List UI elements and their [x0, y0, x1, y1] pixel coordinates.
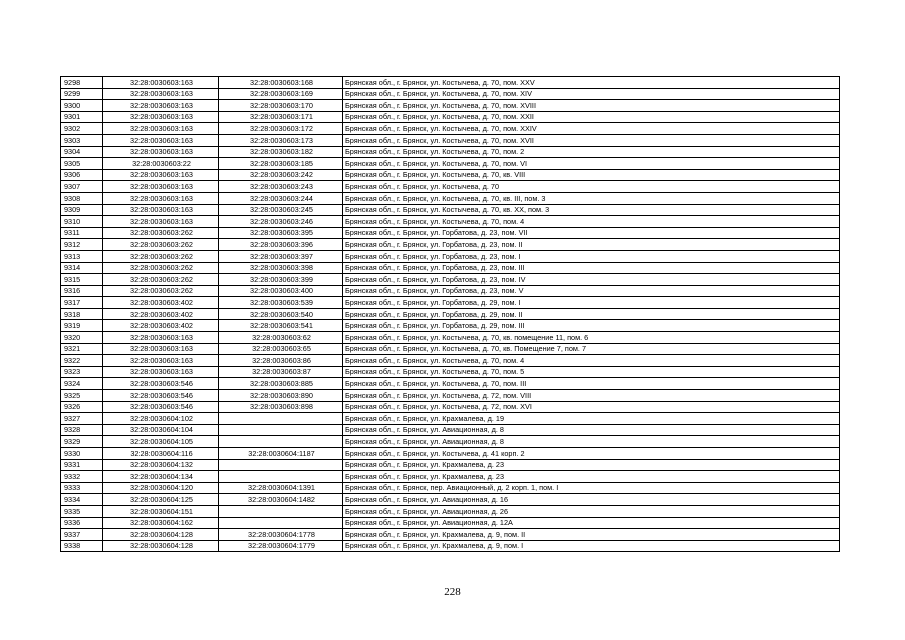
address-cell: Брянская обл., г. Брянск, ул. Костычева, д. 70, пом. XVII: [343, 134, 840, 146]
cadastral-number-cell: 32:28:0030604:1482: [219, 494, 343, 506]
parent-cadastral-number-cell: 32:28:0030604:134: [103, 471, 219, 483]
row-number-cell: 9325: [61, 390, 103, 402]
table-row: [61, 250, 840, 262]
parent-cadastral-number-cell: 32:28:0030604:125: [103, 494, 219, 506]
address-cell: Брянская обл., г. Брянск, ул. Горбатова, д. 29, пом. II: [343, 308, 840, 320]
parent-cadastral-number-cell: 32:28:0030603:163: [103, 100, 219, 112]
parent-cadastral-number-cell: 32:28:0030604:104: [103, 424, 219, 436]
cadastral-number-cell: 32:28:0030603:171: [219, 111, 343, 123]
address-cell: Брянская обл., г. Брянск, ул. Авиационная, д. 12А: [343, 517, 840, 529]
parent-cadastral-number-cell: 32:28:0030604:128: [103, 529, 219, 541]
parent-cadastral-number-cell: 32:28:0030603:163: [103, 355, 219, 367]
row-number-cell: 9306: [61, 169, 103, 181]
row-number-cell: 9321: [61, 343, 103, 355]
address-cell: Брянская обл., г. Брянск, ул. Костычева, д. 41 корп. 2: [343, 448, 840, 460]
table-row: [61, 297, 840, 309]
cadastral-number-cell: 32:28:0030603:396: [219, 239, 343, 251]
row-number-cell: 9303: [61, 134, 103, 146]
parent-cadastral-number-cell: 32:28:0030603:163: [103, 134, 219, 146]
address-cell: Брянская обл., г. Брянск, ул. Костычева, д. 70, кв. III, пом. 3: [343, 192, 840, 204]
row-number-cell: 9332: [61, 471, 103, 483]
row-number-cell: 9305: [61, 158, 103, 170]
table-row: [61, 239, 840, 251]
row-number-cell: 9326: [61, 401, 103, 413]
parent-cadastral-number-cell: 32:28:0030603:163: [103, 332, 219, 344]
row-number-cell: 9302: [61, 123, 103, 135]
row-number-cell: 9314: [61, 262, 103, 274]
row-number-cell: 9324: [61, 378, 103, 390]
cadastral-number-cell: 32:28:0030603:400: [219, 285, 343, 297]
cadastral-number-cell: 32:28:0030603:898: [219, 401, 343, 413]
cadastral-number-cell: 32:28:0030603:540: [219, 308, 343, 320]
row-number-cell: 9300: [61, 100, 103, 112]
table-row: [61, 401, 840, 413]
cadastral-number-cell: 32:28:0030603:172: [219, 123, 343, 135]
cadastral-number-cell: 32:28:0030603:539: [219, 297, 343, 309]
parent-cadastral-number-cell: 32:28:0030603:546: [103, 378, 219, 390]
table-row: [61, 332, 840, 344]
cadastral-number-cell: 32:28:0030603:395: [219, 227, 343, 239]
cadastral-number-cell: [219, 413, 343, 425]
row-number-cell: 9308: [61, 192, 103, 204]
table-row: [61, 424, 840, 436]
parent-cadastral-number-cell: 32:28:0030604:116: [103, 448, 219, 460]
table-row: [61, 459, 840, 471]
address-cell: Брянская обл., г. Брянск, ул. Горбатова, д. 29, пом. I: [343, 297, 840, 309]
table-row: [61, 494, 840, 506]
address-cell: Брянская обл., г. Брянск, ул. Костычева, д. 72, пом. VIII: [343, 390, 840, 402]
parent-cadastral-number-cell: 32:28:0030603:163: [103, 192, 219, 204]
table-row: [61, 216, 840, 228]
row-number-cell: 9333: [61, 482, 103, 494]
table-row: [61, 540, 840, 552]
row-number-cell: 9328: [61, 424, 103, 436]
row-number-cell: 9337: [61, 529, 103, 541]
row-number-cell: 9299: [61, 88, 103, 100]
cadastral-number-cell: 32:28:0030603:242: [219, 169, 343, 181]
cadastral-number-cell: 32:28:0030603:541: [219, 320, 343, 332]
parent-cadastral-number-cell: 32:28:0030603:163: [103, 77, 219, 89]
row-number-cell: 9310: [61, 216, 103, 228]
address-cell: Брянская обл., г. Брянск, ул. Крахмалева, д. 23: [343, 459, 840, 471]
table-row: [61, 158, 840, 170]
table-row: [61, 343, 840, 355]
parent-cadastral-number-cell: 32:28:0030604:132: [103, 459, 219, 471]
page-number: 228: [444, 586, 461, 598]
table-row: [61, 308, 840, 320]
row-number-cell: 9309: [61, 204, 103, 216]
cadastral-number-cell: [219, 424, 343, 436]
table-row: [61, 227, 840, 239]
cadastral-number-cell: 32:28:0030603:170: [219, 100, 343, 112]
row-number-cell: 9336: [61, 517, 103, 529]
cadastral-number-cell: 32:28:0030603:86: [219, 355, 343, 367]
cadastral-number-cell: 32:28:0030603:182: [219, 146, 343, 158]
row-number-cell: 9329: [61, 436, 103, 448]
parent-cadastral-number-cell: 32:28:0030603:262: [103, 262, 219, 274]
address-cell: Брянская обл., г. Брянск, пер. Авиационный, д. 2 корп. 1, пом. I: [343, 482, 840, 494]
table-row: [61, 88, 840, 100]
address-cell: Брянская обл., г. Брянск, ул. Авиационная, д. 8: [343, 424, 840, 436]
table-row: [61, 529, 840, 541]
parent-cadastral-number-cell: 32:28:0030603:402: [103, 308, 219, 320]
address-cell: Брянская обл., г. Брянск, ул. Авиационная, д. 16: [343, 494, 840, 506]
address-cell: Брянская обл., г. Брянск, ул. Крахмалева, д. 9, пом. II: [343, 529, 840, 541]
parent-cadastral-number-cell: 32:28:0030603:163: [103, 343, 219, 355]
address-cell: Брянская обл., г. Брянск, ул. Костычева, д. 70, кв. Помещение 7, пом. 7: [343, 343, 840, 355]
address-cell: Брянская обл., г. Брянск, ул. Горбатова, д. 23, пом. I: [343, 250, 840, 262]
row-number-cell: 9307: [61, 181, 103, 193]
row-number-cell: 9304: [61, 146, 103, 158]
cadastral-number-cell: 32:28:0030603:243: [219, 181, 343, 193]
parent-cadastral-number-cell: 32:28:0030603:163: [103, 123, 219, 135]
parent-cadastral-number-cell: 32:28:0030603:402: [103, 320, 219, 332]
table-row: [61, 146, 840, 158]
address-cell: Брянская обл., г. Брянск, ул. Костычева, д. 70, пом. XXV: [343, 77, 840, 89]
parent-cadastral-number-cell: 32:28:0030603:163: [103, 88, 219, 100]
address-cell: Брянская обл., г. Брянск, ул. Костычева, д. 70, кв. помещение 11, пом. 6: [343, 332, 840, 344]
cadastral-number-cell: [219, 517, 343, 529]
cadastral-number-cell: 32:28:0030604:1187: [219, 448, 343, 460]
row-number-cell: 9322: [61, 355, 103, 367]
address-cell: Брянская обл., г. Брянск, ул. Костычева, д. 70, пом. 4: [343, 216, 840, 228]
address-cell: Брянская обл., г. Брянск, ул. Костычева, д. 70, пом. III: [343, 378, 840, 390]
cadastral-number-cell: 32:28:0030603:62: [219, 332, 343, 344]
parent-cadastral-number-cell: 32:28:0030604:162: [103, 517, 219, 529]
address-cell: Брянская обл., г. Брянск, ул. Горбатова, д. 23, пом. III: [343, 262, 840, 274]
cadastral-number-cell: 32:28:0030603:65: [219, 343, 343, 355]
parent-cadastral-number-cell: 32:28:0030604:105: [103, 436, 219, 448]
table-row: [61, 192, 840, 204]
cadastral-number-cell: 32:28:0030603:397: [219, 250, 343, 262]
row-number-cell: 9312: [61, 239, 103, 251]
row-number-cell: 9317: [61, 297, 103, 309]
row-number-cell: 9319: [61, 320, 103, 332]
row-number-cell: 9338: [61, 540, 103, 552]
cadastral-number-cell: 32:28:0030603:244: [219, 192, 343, 204]
parent-cadastral-number-cell: 32:28:0030603:262: [103, 285, 219, 297]
cadastral-number-cell: 32:28:0030603:169: [219, 88, 343, 100]
address-cell: Брянская обл., г. Брянск, ул. Костычева, д. 70, пом. 5: [343, 366, 840, 378]
table-row: [61, 413, 840, 425]
address-cell: Брянская обл., г. Брянск, ул. Костычева, д. 70, пом. XXIV: [343, 123, 840, 135]
parent-cadastral-number-cell: 32:28:0030603:546: [103, 401, 219, 413]
parent-cadastral-number-cell: 32:28:0030603:163: [103, 366, 219, 378]
address-cell: Брянская обл., г. Брянск, ул. Крахмалева, д. 19: [343, 413, 840, 425]
address-cell: Брянская обл., г. Брянск, ул. Авиационная, д. 8: [343, 436, 840, 448]
cadastral-number-cell: 32:28:0030604:1391: [219, 482, 343, 494]
address-cell: Брянская обл., г. Брянск, ул. Костычева, д. 70, пом. VI: [343, 158, 840, 170]
parent-cadastral-number-cell: 32:28:0030603:262: [103, 274, 219, 286]
parent-cadastral-number-cell: 32:28:0030603:163: [103, 216, 219, 228]
address-cell: Брянская обл., г. Брянск, ул. Горбатова, д. 23, пом. V: [343, 285, 840, 297]
row-number-cell: 9331: [61, 459, 103, 471]
parent-cadastral-number-cell: 32:28:0030603:262: [103, 239, 219, 251]
address-cell: Брянская обл., г. Брянск, ул. Крахмалева, д. 9, пом. I: [343, 540, 840, 552]
table-body: [61, 77, 840, 552]
cadastral-number-cell: [219, 459, 343, 471]
parent-cadastral-number-cell: 32:28:0030603:163: [103, 169, 219, 181]
row-number-cell: 9311: [61, 227, 103, 239]
address-cell: Брянская обл., г. Брянск, ул. Костычева, д. 72, пом. XVI: [343, 401, 840, 413]
row-number-cell: 9318: [61, 308, 103, 320]
row-number-cell: 9315: [61, 274, 103, 286]
table-row: [61, 366, 840, 378]
parent-cadastral-number-cell: 32:28:0030603:262: [103, 227, 219, 239]
row-number-cell: 9316: [61, 285, 103, 297]
row-number-cell: 9335: [61, 505, 103, 517]
cadastral-number-cell: [219, 471, 343, 483]
cadastral-number-cell: 32:28:0030604:1778: [219, 529, 343, 541]
row-number-cell: 9298: [61, 77, 103, 89]
table-row: [61, 448, 840, 460]
parent-cadastral-number-cell: 32:28:0030603:262: [103, 250, 219, 262]
parent-cadastral-number-cell: 32:28:0030604:151: [103, 505, 219, 517]
cadastral-number-cell: 32:28:0030604:1779: [219, 540, 343, 552]
address-cell: Брянская обл., г. Брянск, ул. Горбатова, д. 29, пом. III: [343, 320, 840, 332]
parent-cadastral-number-cell: 32:28:0030603:163: [103, 181, 219, 193]
parent-cadastral-number-cell: 32:28:0030604:128: [103, 540, 219, 552]
cadastral-number-cell: [219, 436, 343, 448]
cadastral-number-cell: 32:28:0030603:885: [219, 378, 343, 390]
row-number-cell: 9330: [61, 448, 103, 460]
address-cell: Брянская обл., г. Брянск, ул. Костычева, д. 70, пом. XVIII: [343, 100, 840, 112]
cadastral-number-cell: 32:28:0030603:398: [219, 262, 343, 274]
table-row: [61, 390, 840, 402]
row-number-cell: 9327: [61, 413, 103, 425]
address-cell: Брянская обл., г. Брянск, ул. Авиационная, д. 26: [343, 505, 840, 517]
parent-cadastral-number-cell: 32:28:0030604:102: [103, 413, 219, 425]
address-cell: Брянская обл., г. Брянск, ул. Костычева, д. 70, кв. VIII: [343, 169, 840, 181]
address-cell: Брянская обл., г. Брянск, ул. Горбатова, д. 23, пом. IV: [343, 274, 840, 286]
address-cell: Брянская обл., г. Брянск, ул. Костычева, д. 70, пом. 4: [343, 355, 840, 367]
table-row: [61, 355, 840, 367]
table-row: [61, 482, 840, 494]
table-row: [61, 285, 840, 297]
parent-cadastral-number-cell: 32:28:0030603:22: [103, 158, 219, 170]
table-row: [61, 134, 840, 146]
cadastral-number-cell: 32:28:0030603:87: [219, 366, 343, 378]
table-row: [61, 471, 840, 483]
table-row: [61, 169, 840, 181]
address-cell: Брянская обл., г. Брянск, ул. Костычева, д. 70, пом. 2: [343, 146, 840, 158]
table-row: [61, 505, 840, 517]
cadastral-number-cell: 32:28:0030603:245: [219, 204, 343, 216]
table-row: [61, 436, 840, 448]
cadastral-number-cell: 32:28:0030603:399: [219, 274, 343, 286]
address-cell: Брянская обл., г. Брянск, ул. Горбатова, д. 23, пом. VII: [343, 227, 840, 239]
cadastral-number-cell: 32:28:0030603:173: [219, 134, 343, 146]
address-cell: Брянская обл., г. Брянск, ул. Костычева, д. 70, пом. XIV: [343, 88, 840, 100]
cadastral-number-cell: 32:28:0030603:246: [219, 216, 343, 228]
table-row: [61, 100, 840, 112]
row-number-cell: 9323: [61, 366, 103, 378]
row-number-cell: 9320: [61, 332, 103, 344]
cadastral-number-cell: [219, 505, 343, 517]
table-row: [61, 262, 840, 274]
table-row: [61, 123, 840, 135]
table-row: [61, 77, 840, 89]
address-cell: Брянская обл., г. Брянск, ул. Костычева, д. 70, пом. XXII: [343, 111, 840, 123]
parent-cadastral-number-cell: 32:28:0030603:402: [103, 297, 219, 309]
cadastral-number-cell: 32:28:0030603:890: [219, 390, 343, 402]
row-number-cell: 9301: [61, 111, 103, 123]
cadastral-number-cell: 32:28:0030603:185: [219, 158, 343, 170]
table-row: [61, 320, 840, 332]
address-cell: Брянская обл., г. Брянск, ул. Горбатова, д. 23, пом. II: [343, 239, 840, 251]
address-cell: Брянская обл., г. Брянск, ул. Костычева, д. 70: [343, 181, 840, 193]
parent-cadastral-number-cell: 32:28:0030603:546: [103, 390, 219, 402]
cadastral-table: [60, 76, 840, 552]
cadastral-number-cell: 32:28:0030603:168: [219, 77, 343, 89]
table-row: [61, 517, 840, 529]
parent-cadastral-number-cell: 32:28:0030603:163: [103, 204, 219, 216]
row-number-cell: 9334: [61, 494, 103, 506]
address-cell: Брянская обл., г. Брянск, ул. Крахмалева, д. 23: [343, 471, 840, 483]
table-row: [61, 378, 840, 390]
address-cell: Брянская обл., г. Брянск, ул. Костычева, д. 70, кв. XX, пом. 3: [343, 204, 840, 216]
parent-cadastral-number-cell: 32:28:0030604:120: [103, 482, 219, 494]
table-row: [61, 274, 840, 286]
table-row: [61, 204, 840, 216]
parent-cadastral-number-cell: 32:28:0030603:163: [103, 146, 219, 158]
table-row: [61, 111, 840, 123]
table-row: [61, 181, 840, 193]
parent-cadastral-number-cell: 32:28:0030603:163: [103, 111, 219, 123]
row-number-cell: 9313: [61, 250, 103, 262]
